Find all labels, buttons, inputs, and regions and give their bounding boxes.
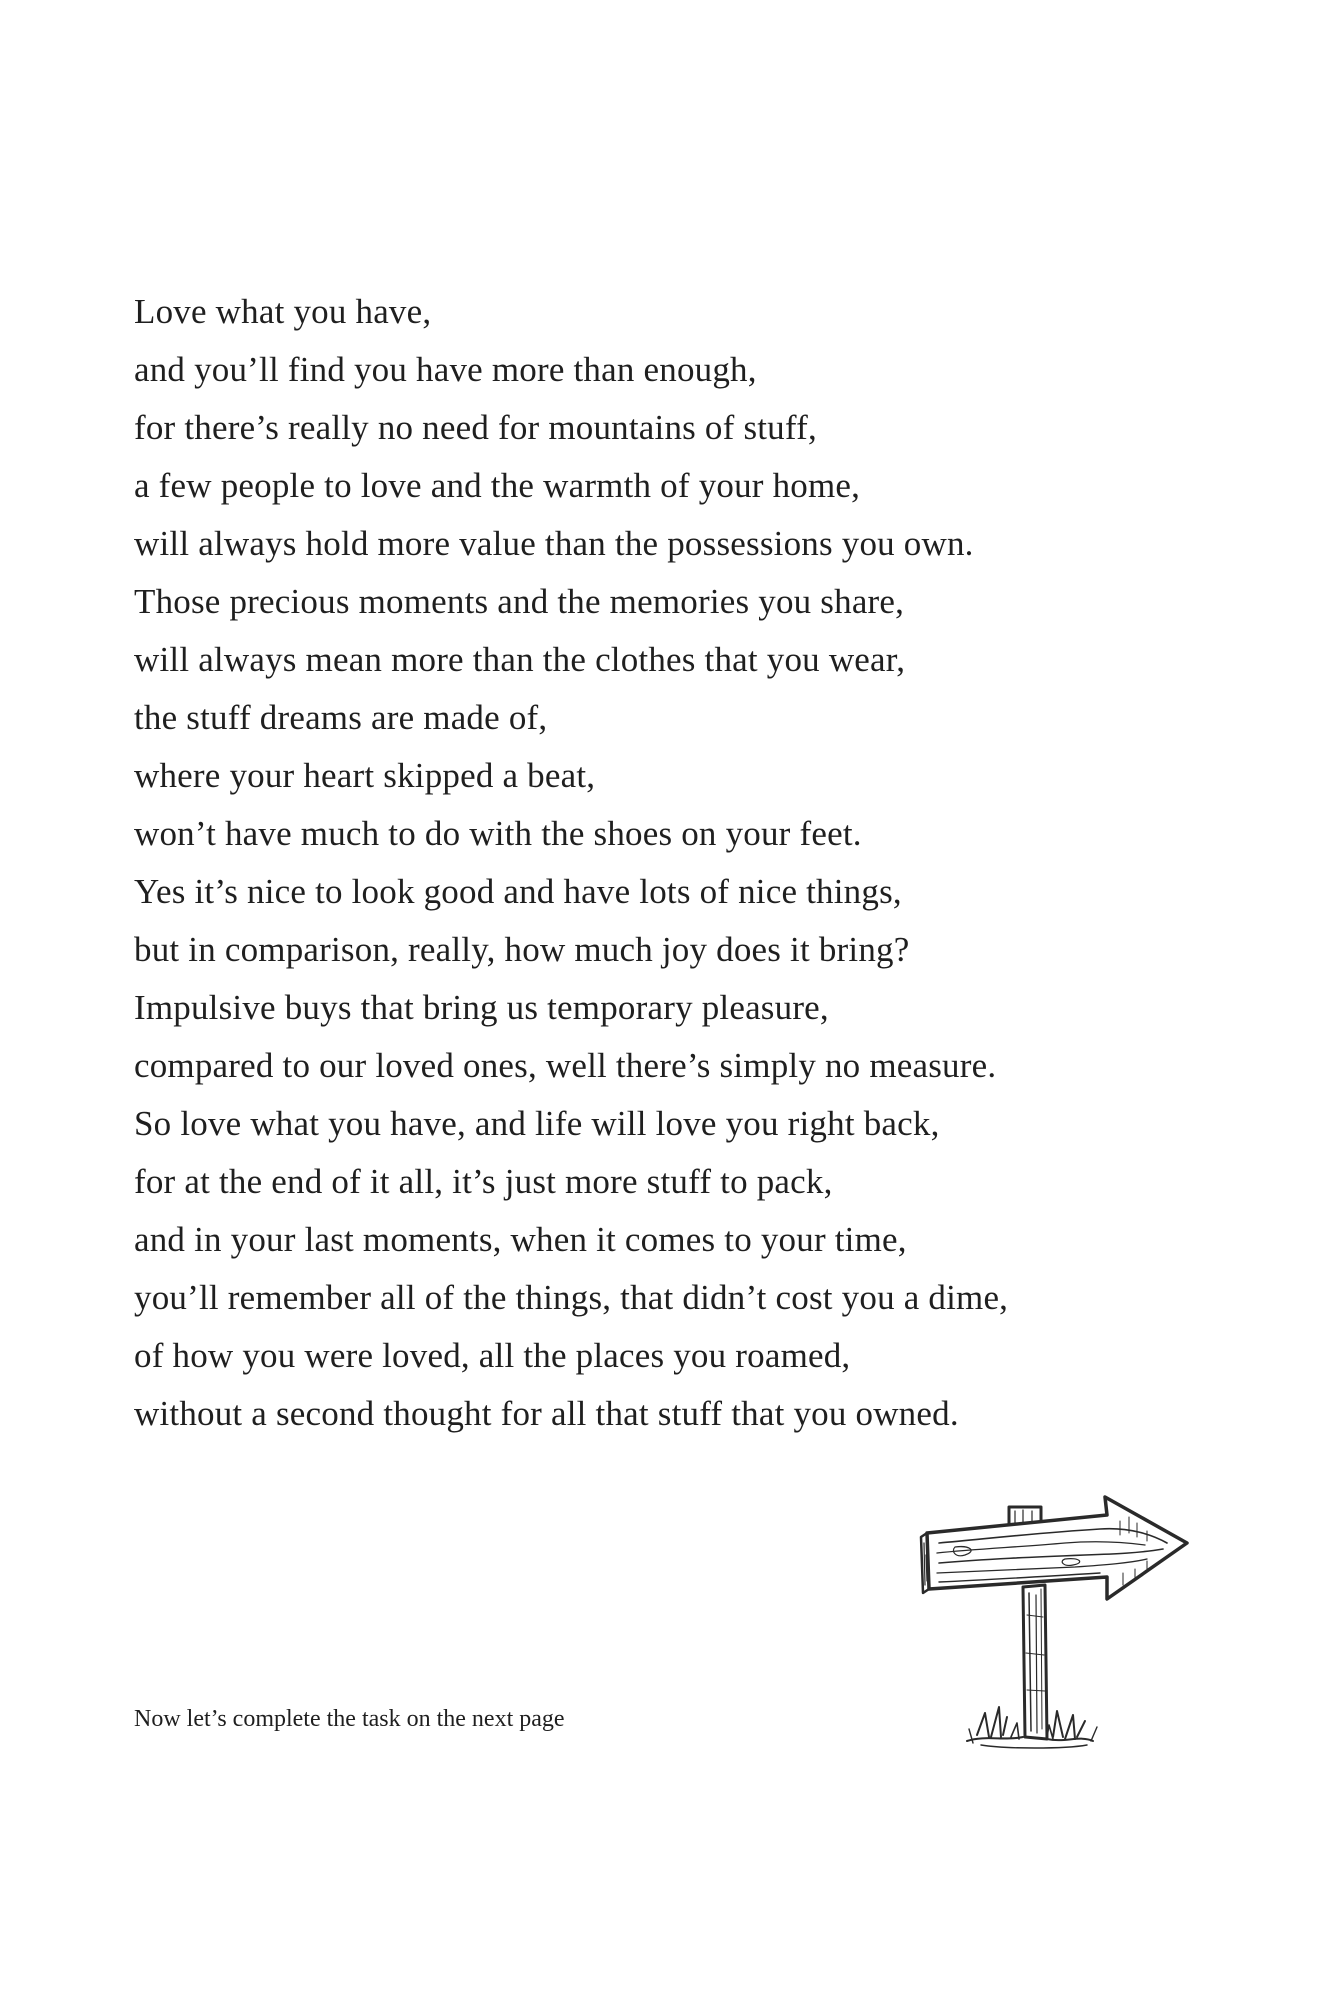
poem-line: a few people to love and the warmth of your home, [134, 466, 861, 505]
poem-line: without a second thought for all that stuff that you owned. [134, 1394, 959, 1433]
poem-line: where your heart skipped a beat, [134, 756, 596, 795]
poem-line: the stuff dreams are made of, [134, 698, 548, 737]
poem-line: Love what you have, [134, 292, 432, 331]
poem-line: will always mean more than the clothes that you wear, [134, 640, 906, 679]
poem-line: and in your last moments, when it comes to your time, [134, 1220, 907, 1259]
wooden-arrow-signpost-icon [915, 1485, 1205, 1765]
poem-line: but in comparison, really, how much joy does it bring? [134, 930, 910, 969]
next-page-note: Now let’s complete the task on the next page [134, 1706, 565, 1732]
poem-line: of how you were loved, all the places you roamed, [134, 1336, 851, 1375]
poem-line: you’ll remember all of the things, that didn’t cost you a dime, [134, 1278, 1009, 1317]
poem-line: Impulsive buys that bring us temporary pleasure, [134, 988, 829, 1027]
poem-line: won’t have much to do with the shoes on your feet. [134, 814, 862, 853]
poem-line: compared to our loved ones, well there’s simply no measure. [134, 1046, 997, 1085]
poem-line: Those precious moments and the memories you share, [134, 582, 905, 621]
poem-line: So love what you have, and life will love you right back, [134, 1104, 940, 1143]
poem-text [134, 283, 1254, 1443]
poem-line: for there’s really no need for mountains of stuff, [134, 408, 817, 447]
poem-line: for at the end of it all, it’s just more stuff to pack, [134, 1162, 833, 1201]
poem-line: Yes it’s nice to look good and have lots of nice things, [134, 872, 902, 911]
poem-line: will always hold more value than the possessions you own. [134, 524, 974, 563]
poem-line: and you’ll find you have more than enough, [134, 350, 757, 389]
